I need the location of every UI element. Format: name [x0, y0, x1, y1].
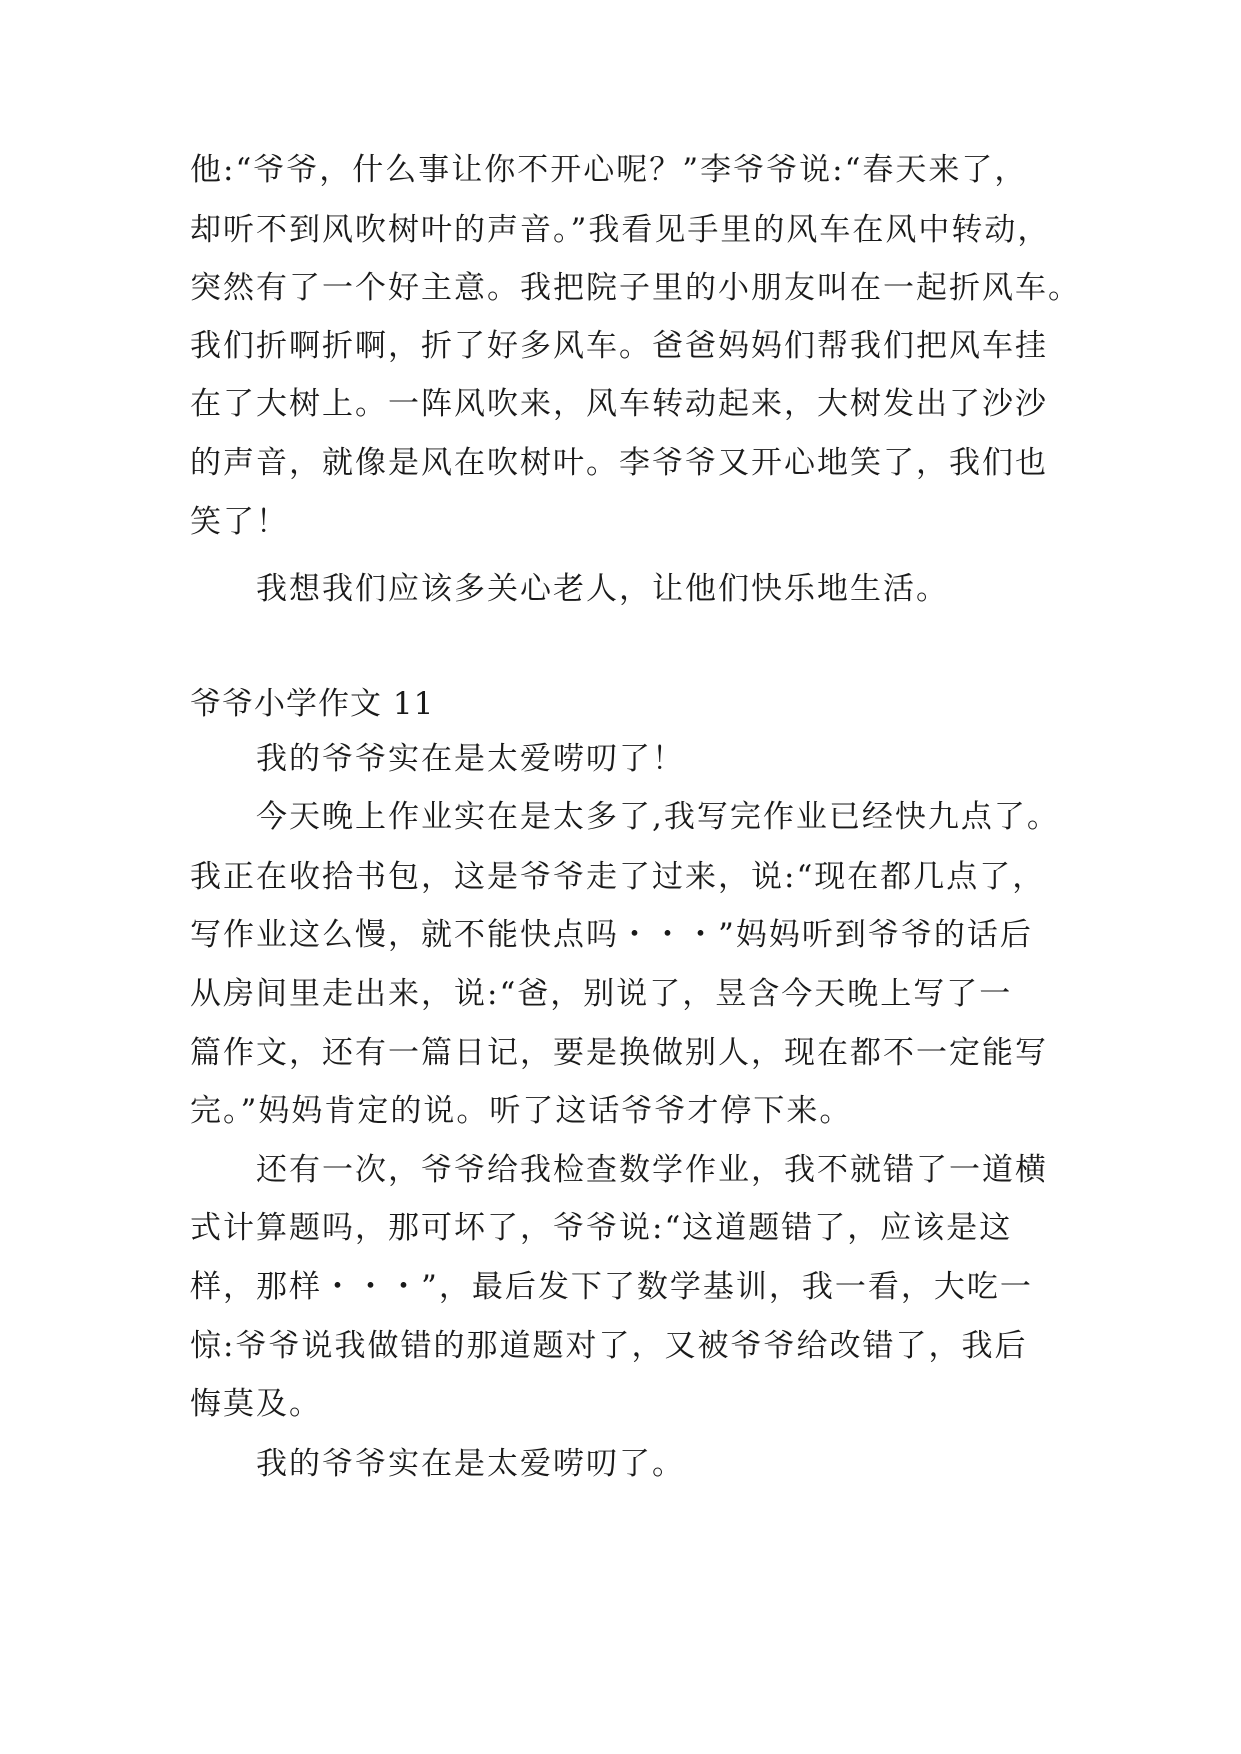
paragraph-line: 篇作文，还有一篇日记，要是换做别人，现在都不一定能写: [190, 1035, 1048, 1071]
paragraph-line: 惊:爷爷说我做错的那道题对了，又被爷爷给改错了，我后: [190, 1328, 1028, 1364]
paragraph-line: 我正在收拾书包，这是爷爷走了过来，说:“现在都几点了，: [190, 859, 1046, 895]
paragraph-line: 我的爷爷实在是太爱唠叨了。: [256, 1446, 685, 1482]
paragraph-line: 我的爷爷实在是太爱唠叨了！: [256, 741, 685, 777]
paragraph-line: 从房间里走出来，说:“爸，别说了，昱含今天晚上写了一: [190, 976, 1013, 1012]
paragraph-line: 他:“爷爷，什么事让你不开心呢？”李爷爷说:“春天来了，: [190, 152, 1028, 188]
paragraph-line: 还有一次，爷爷给我检查数学作业，我不就错了一道横: [256, 1152, 1048, 1188]
paragraph-line: 我们折啊折啊，折了好多风车。爸爸妈妈们帮我们把风车挂: [190, 328, 1048, 364]
paragraph-line: 悔莫及。: [190, 1386, 322, 1422]
paragraph-line: 完。”妈妈肯定的说。听了这话爷爷才停下来。: [190, 1093, 853, 1129]
paragraph-line: 在了大树上。一阵风吹来，风车转动起来，大树发出了沙沙: [190, 386, 1048, 422]
essay-title: 爷爷小学作文 11: [190, 686, 435, 722]
paragraph-line: 却听不到风吹树叶的声音。”我看见手里的风车在风中转动，: [190, 212, 1051, 248]
paragraph-line: 样，那样・・・”，最后发下了数学基训，我一看，大吃一: [190, 1269, 1033, 1305]
paragraph-line: 的声音，就像是风在吹树叶。李爷爷又开心地笑了，我们也: [190, 445, 1048, 481]
paragraph-line: 式计算题吗，那可坏了，爷爷说:“这道题错了，应该是这: [190, 1210, 1013, 1246]
paragraph-line: 突然有了一个好主意。我把院子里的小朋友叫在一起折风车。: [190, 270, 1081, 306]
closing-paragraph: 我想我们应该多关心老人，让他们快乐地生活。: [256, 571, 949, 607]
paragraph-line: 今天晚上作业实在是太多了,我写完作业已经快九点了。: [256, 799, 1060, 835]
paragraph-line: 写作业这么慢，就不能快点吗・・・”妈妈听到爷爷的话后: [190, 917, 1033, 953]
paragraph-line: 笑了！: [190, 504, 289, 540]
